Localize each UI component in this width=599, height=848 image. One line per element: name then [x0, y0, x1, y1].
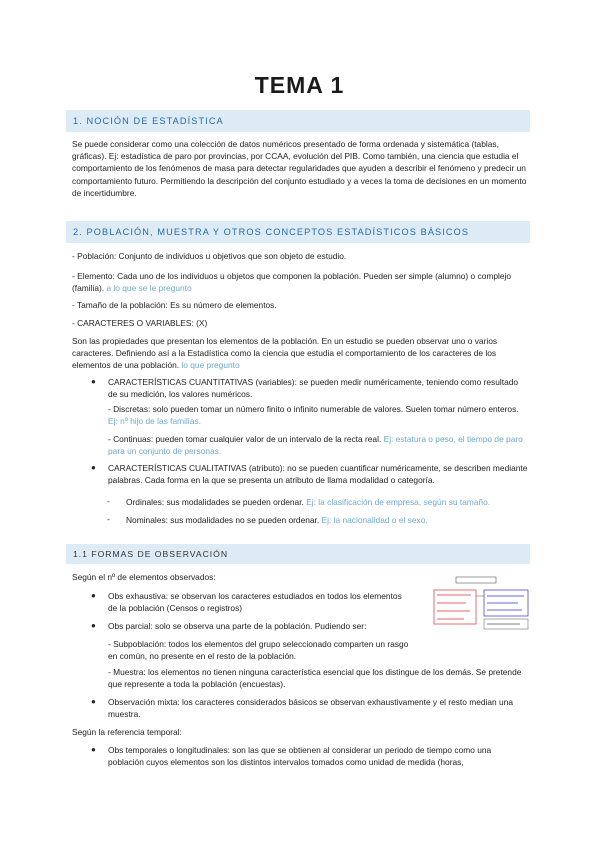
discretas-body: - Discretas: solo pueden tomar un número finito o infinito numerable de valores. Suelen tomar número enteros.: [108, 404, 519, 414]
nominales-note: Ej: la nacionalidad o el sexo.: [321, 515, 428, 525]
bullet-icon: ●: [91, 745, 96, 754]
tamano-definition: - Tamaño de la población: Es su número de elementos.: [72, 300, 277, 310]
caracteres-note: lo que pregunto: [181, 360, 240, 371]
bullet-icon: ●: [91, 377, 96, 386]
observation-diagram: [426, 576, 531, 638]
cuantitativas-text: CARACTERÍSTICAS CUANTITATIVAS (variables): se pueden medir numéricamente, teniendo como resultado de su medición, los valores numéricos.: [108, 377, 519, 400]
caracteres-body: Son las propiedades que presentan los elementos de la población. En un estudio se pueden observar uno o varios caracteres. Definiendo así a la Estadística como la ciencia que estudia el comportamiento de los caracteres de los elementos de una población.: [72, 336, 498, 371]
ordinales-note: Ej: la clasificación de empresa, según su tamaño.: [306, 497, 491, 507]
parcial-text: Obs parcial: solo se observa una parte de la población. Pudiendo ser:: [108, 621, 367, 631]
continuas-note: Ej: estatura o peso, el tiempo de paro para un conjunto de personas.: [108, 434, 523, 457]
discretas-note: Ej: nº hijo de las familias.: [108, 416, 201, 427]
temporales-text: Obs temporales o longitudinales: son las que se obtienen al considerar un periodo de tiempo como una población cuyos elementos son los distintos intervalos tomados como unidad de medida (horas,: [108, 745, 492, 768]
caracteres-text: [72, 335, 527, 372]
ordinales-body: Ordinales: sus modalidades se pueden ordenar.: [126, 497, 304, 507]
cualitativas-text: CARACTERÍSTICAS CUALITATIVAS (atributo): no se pueden cuantificar numéricamente, se describen mediante palabras. Cada forma en la que se presenta un atributo de llama modalidad o categoría.: [108, 463, 528, 486]
caracteres-heading: - CARACTERES O VARIABLES: (X): [72, 318, 208, 328]
diagram-top-box: [456, 577, 496, 583]
nominales-text: [126, 514, 526, 526]
bullet-icon: ●: [91, 621, 96, 630]
discretas-text: [108, 403, 528, 427]
section-heading-poblacion: 2. POBLACIÓN, MUESTRA Y OTROS CONCEPTOS ESTADÍSTICOS BÁSICOS: [66, 221, 530, 243]
muestra-text: - Muestra: los elementos no tienen ninguna característica esencial que los distingue de los demás. Se pretende que represente a toda la población (encuestas).: [108, 667, 522, 690]
paragraph-nocion: Se puede considerar como una colección de datos numéricos presentado de forma ordenada y sistemática (tablas, gráficas). Ej: estadística de paro por provincias, por CCAA, evolución del PIB. Como también, una ciencia que estudia el comportamiento de los fenómenos de masa para detectar regularidades que ayuden a describir el fenómeno y predecir un comportamiento futuro. Permitiendo la descripción del conjunto estudiado y a veces la toma de decisiones en un momento de incertidumbre.: [72, 139, 527, 198]
elemento-text: - Elemento: Cada uno de los individuos u objetos que componen la población. Pueden ser simple (alumno) o complejo (familia).: [72, 271, 512, 294]
continuas-body: - Continuas: pueden tomar cualquier valor de un intervalo de la recta real.: [108, 434, 382, 444]
exhaustiva-text: Obs exhaustiva: se observan los caracteres estudiados en todos los elementos de la población (Censos o registros): [108, 591, 402, 614]
elemento-note: a lo que se le pregunto: [106, 283, 192, 294]
dash-icon: -: [107, 514, 110, 524]
subsection-heading-formas: 1.1 FORMAS DE OBSERVACIÓN: [66, 544, 530, 564]
segun-referencia-heading: Según la referencia temporal:: [72, 727, 182, 737]
bullet-icon: ●: [91, 697, 96, 706]
subpoblacion-text: - Subpoblación: todos los elementos del grupo seleccionado comparten un rasgo en común, no presente en el resto de la población.: [108, 639, 409, 662]
ordinales-text: [126, 496, 526, 508]
nominales-body: Nominales: sus modalidades no se pueden ordenar.: [126, 515, 320, 525]
dash-icon: -: [107, 496, 110, 506]
continuas-text: [108, 433, 528, 457]
elemento-definition: [72, 270, 527, 294]
section-heading-nocion: 1. NOCIÓN DE ESTADÍSTICA: [66, 110, 530, 132]
bullet-icon: ●: [91, 463, 96, 472]
poblacion-definition: - Población: Conjunto de individuos u objetivos que son objeto de estudio.: [72, 251, 347, 261]
segun-numero-heading: Según el nº de elementos observados:: [72, 572, 216, 582]
page-title: TEMA 1: [254, 72, 345, 98]
mixta-text: Observación mixta: los caracteres considerados básicos se observan exhaustivamente y el resto median una muestra.: [108, 697, 513, 720]
bullet-icon: ●: [91, 591, 96, 600]
